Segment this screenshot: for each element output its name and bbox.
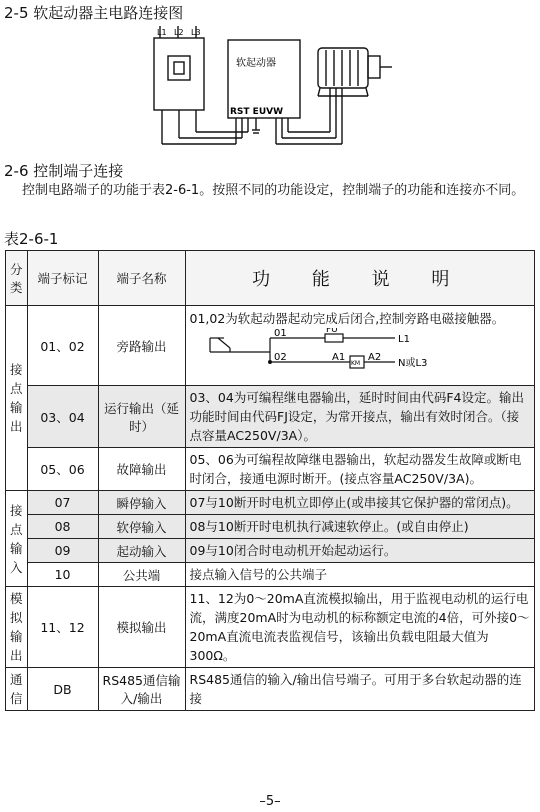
table-row xyxy=(6,306,535,386)
n-l3-label: N或L3 xyxy=(397,357,427,369)
function-desc xyxy=(185,306,534,386)
terminal-mark: 11、12 xyxy=(27,587,98,668)
terminal-mark: DB xyxy=(27,668,98,711)
table-row xyxy=(6,386,535,448)
table-row xyxy=(6,515,535,539)
function-desc: 07与10断开时电机立即停止(或串接其它保护器的常闭点)。 xyxy=(185,491,534,515)
table-label: 表2-6-1 xyxy=(4,230,59,248)
terminal-mark: 10 xyxy=(27,563,98,587)
terminal-mark: 08 xyxy=(27,515,98,539)
terminal-name: 瞬停输入 xyxy=(98,491,185,515)
header-function: 功 能 说 明 xyxy=(185,251,534,306)
terminal-name: 模拟输出 xyxy=(98,587,185,668)
function-desc: RS485通信的输入/输出信号端子。可用于多台软起动器的连接 xyxy=(185,668,534,711)
function-desc: 接点输入信号的公共端子 xyxy=(185,563,534,587)
table-row xyxy=(6,539,535,563)
group-contact-output: 接点输出 xyxy=(6,306,28,491)
terminal-mark: 07 xyxy=(27,491,98,515)
terminal-mark: 03、04 xyxy=(27,386,98,448)
table-row xyxy=(6,668,535,711)
bypass-circuit-diagram xyxy=(190,328,520,378)
terminal-name: 软停输入 xyxy=(98,515,185,539)
starter-label: 软起动器 xyxy=(236,58,276,69)
terminal-mark: 05、06 xyxy=(27,448,98,491)
terminal-name: 起动输入 xyxy=(98,539,185,563)
l1-label: L1 xyxy=(397,333,410,345)
table-row xyxy=(6,587,535,668)
group-contact-input: 接点输入 xyxy=(6,491,28,587)
breaker-label-l1: L1 xyxy=(157,28,167,37)
breaker-label-l2: L2 xyxy=(174,28,184,37)
bypass-desc-text: 01,02为软起动器起动完成后闭合,控制旁路电磁接触器。 xyxy=(189,310,505,326)
fuse-label: FU xyxy=(325,327,338,335)
a2-label: A2 xyxy=(367,351,381,363)
terminal-name: 旁路输出 xyxy=(98,306,185,386)
section-heading-2-5: 2-5 软起动器主电路连接图 xyxy=(4,4,184,22)
terminal-01-label: 01 xyxy=(273,327,287,339)
header-mark: 端子标记 xyxy=(27,251,98,306)
group-analog-output: 模拟输出 xyxy=(6,587,28,668)
table-row xyxy=(6,448,535,491)
terminal-label: RST EUVW xyxy=(230,107,284,117)
intro-paragraph: 控制电路端子的功能于表2-6-1。按照不同的功能设定，控制端子的功能和连接亦不同。 xyxy=(22,183,525,198)
function-desc: 09与10闭合时电动机开始起动运行。 xyxy=(185,539,534,563)
section-heading-2-6: 2-6 控制端子连接 xyxy=(4,162,124,180)
header-category: 分类 xyxy=(6,251,28,306)
main-circuit-diagram xyxy=(150,26,410,156)
terminal-name: 故障输出 xyxy=(98,448,185,491)
terminal-name: 运行输出（延时） xyxy=(98,386,185,448)
terminal-name: 公共端 xyxy=(98,563,185,587)
terminal-02-label: 02 xyxy=(273,351,287,363)
terminal-mark: 09 xyxy=(27,539,98,563)
header-name: 端子名称 xyxy=(98,251,185,306)
breaker-label-l3: L3 xyxy=(191,28,201,37)
terminal-name: RS485通信输入/输出 xyxy=(98,668,185,711)
terminal-table xyxy=(5,250,535,711)
function-desc: 08与10断开时电机执行减速软停止。(或自由停止) xyxy=(185,515,534,539)
function-desc: 11、12为0～20mA直流模拟输出，用于监视电动机的运行电流，满度20mA时为电动机的标称额定电流的4倍，可外接0～20mA直流电流表监视信号，该输出负载电阻最大值为300Ω。 xyxy=(185,587,534,668)
a1-label: A1 xyxy=(331,351,345,363)
table-header-row xyxy=(6,251,535,306)
terminal-mark: 01、02 xyxy=(27,306,98,386)
group-communication: 通信 xyxy=(6,668,28,711)
table-row xyxy=(6,491,535,515)
function-desc: 03、04为可编程继电器输出，延时时间由代码F4设定。输出功能时间由代码FJ设定，为常开接点，输出有效时闭合。（接点容量AC250V/3A）。 xyxy=(185,386,534,448)
contactor-label: KM xyxy=(350,359,360,367)
function-desc: 05、06为可编程故障继电器输出，软起动器发生故障或断电时闭合，接通电源时断开。(接点容量AC250V/3A)。 xyxy=(185,448,534,491)
table-row xyxy=(6,563,535,587)
page-number: –5– xyxy=(259,794,281,809)
